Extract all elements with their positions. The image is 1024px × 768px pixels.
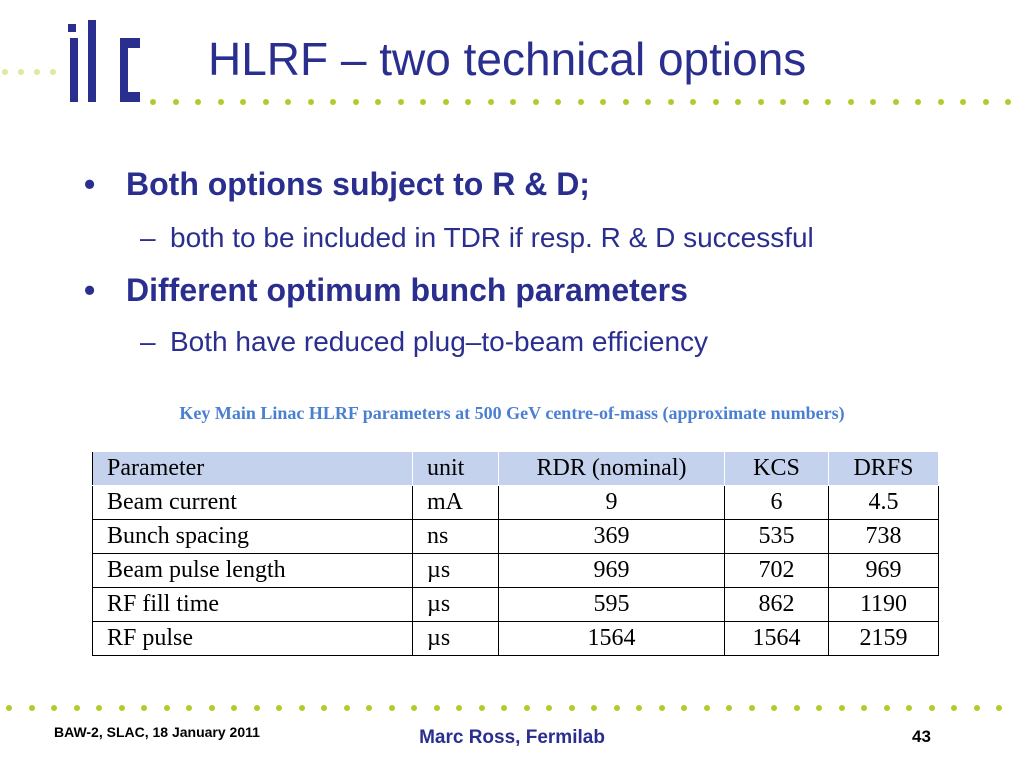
separator-dot xyxy=(74,705,80,711)
footer-author: Marc Ross, Fermilab xyxy=(419,727,605,748)
table-row xyxy=(93,622,939,656)
separator-dot xyxy=(240,99,246,105)
table-cell: 9 xyxy=(499,486,725,520)
table-cell: mA xyxy=(413,486,499,520)
separator-dot xyxy=(456,705,462,711)
footer-event: BAW-2, SLAC, 18 January 2011 xyxy=(54,724,260,740)
table-row xyxy=(93,486,939,520)
separator-dot xyxy=(704,705,710,711)
separator-dot xyxy=(411,705,417,711)
separator-dot xyxy=(218,99,224,105)
separator-dot xyxy=(231,705,237,711)
table-row xyxy=(93,554,939,588)
separator-dot xyxy=(6,705,12,711)
separator-dot xyxy=(848,99,854,105)
separator-dot xyxy=(434,705,440,711)
footer-dots xyxy=(0,704,1024,712)
ilc-logo-icon xyxy=(62,18,142,110)
separator-dot xyxy=(501,705,507,711)
header-cell: DRFS xyxy=(829,452,939,486)
table-row xyxy=(93,520,939,554)
table-cell: 738 xyxy=(829,520,939,554)
separator-dot xyxy=(1005,99,1011,105)
separator-dot xyxy=(186,705,192,711)
table-cell: µs xyxy=(413,554,499,588)
separator-dot xyxy=(173,99,179,105)
separator-dot xyxy=(974,705,980,711)
separator-dot xyxy=(906,705,912,711)
separator-dot xyxy=(839,705,845,711)
table-cell: 862 xyxy=(725,588,829,622)
table-header-row xyxy=(93,452,939,486)
separator-dot xyxy=(951,705,957,711)
separator-dot xyxy=(591,705,597,711)
header-dots-left xyxy=(0,68,60,76)
separator-dot xyxy=(668,99,674,105)
separator-dot xyxy=(344,705,350,711)
table-cell: RF pulse xyxy=(93,622,413,656)
separator-dot xyxy=(690,99,696,105)
separator-dot xyxy=(254,705,260,711)
table-cell: µs xyxy=(413,588,499,622)
separator-dot xyxy=(780,99,786,105)
separator-dot xyxy=(51,705,57,711)
separator-dot xyxy=(735,99,741,105)
separator-dot xyxy=(353,99,359,105)
separator-dot xyxy=(420,99,426,105)
separator-dot xyxy=(524,705,530,711)
separator-dot xyxy=(758,99,764,105)
separator-dot xyxy=(893,99,899,105)
sub-bullet-dash: – xyxy=(140,222,156,253)
separator-dot xyxy=(983,99,989,105)
separator-dot xyxy=(465,99,471,105)
separator-dot xyxy=(164,705,170,711)
table-cell: 1564 xyxy=(499,622,725,656)
separator-dot xyxy=(645,99,651,105)
table-cell: ns xyxy=(413,520,499,554)
separator-dot xyxy=(870,99,876,105)
separator-dot xyxy=(150,99,156,105)
separator-dot xyxy=(915,99,921,105)
separator-dot xyxy=(299,705,305,711)
separator-dot xyxy=(681,705,687,711)
table-cell: 4.5 xyxy=(829,486,939,520)
table-cell: RF fill time xyxy=(93,588,413,622)
page-number: 43 xyxy=(912,727,931,746)
separator-dot xyxy=(34,69,40,75)
table-row xyxy=(93,588,939,622)
separator-dot xyxy=(726,705,732,711)
sub-bullet-dash: – xyxy=(140,326,156,357)
separator-dot xyxy=(276,705,282,711)
separator-dot xyxy=(50,69,56,75)
separator-dot xyxy=(614,705,620,711)
separator-dot xyxy=(308,99,314,105)
table-cell: 969 xyxy=(499,554,725,588)
slide-title: HLRF – two technical options xyxy=(208,33,807,85)
separator-dot xyxy=(18,69,24,75)
table-cell: 369 xyxy=(499,520,725,554)
table-cell: 595 xyxy=(499,588,725,622)
separator-dot xyxy=(29,705,35,711)
separator-dot xyxy=(195,99,201,105)
separator-dot xyxy=(929,705,935,711)
bullet-dot: • xyxy=(84,272,96,308)
separator-dot xyxy=(263,99,269,105)
header-cell: KCS xyxy=(725,452,829,486)
separator-dot xyxy=(938,99,944,105)
separator-dot xyxy=(816,705,822,711)
separator-dot xyxy=(366,705,372,711)
separator-dot xyxy=(749,705,755,711)
separator-dot xyxy=(533,99,539,105)
separator-dot xyxy=(2,69,8,75)
separator-dot xyxy=(578,99,584,105)
table-cell: 702 xyxy=(725,554,829,588)
separator-dot xyxy=(546,705,552,711)
separator-dot xyxy=(659,705,665,711)
table-cell: µs xyxy=(413,622,499,656)
parameters-table xyxy=(92,451,939,656)
bullet-text: Both options subject to R & D; xyxy=(126,166,590,202)
separator-dot xyxy=(488,99,494,105)
separator-dot xyxy=(285,99,291,105)
separator-dot xyxy=(209,705,215,711)
bullet-text: Different optimum bunch parameters xyxy=(126,272,688,308)
separator-dot xyxy=(825,99,831,105)
separator-dot xyxy=(600,99,606,105)
separator-dot xyxy=(803,99,809,105)
separator-dot xyxy=(960,99,966,105)
separator-dot xyxy=(479,705,485,711)
table-cell: 969 xyxy=(829,554,939,588)
separator-dot xyxy=(141,705,147,711)
separator-dot xyxy=(398,99,404,105)
table-cell: 2159 xyxy=(829,622,939,656)
separator-dot xyxy=(375,99,381,105)
table-cell: 1190 xyxy=(829,588,939,622)
separator-dot xyxy=(119,705,125,711)
separator-dot xyxy=(321,705,327,711)
sub-bullet-text: Both have reduced plug–to-beam efficiency xyxy=(170,326,709,357)
separator-dot xyxy=(569,705,575,711)
separator-dot xyxy=(96,705,102,711)
table-cell: 535 xyxy=(725,520,829,554)
header-cell: Parameter xyxy=(93,452,413,486)
table-cell: Beam current xyxy=(93,486,413,520)
table-cell: 6 xyxy=(725,486,829,520)
table-cell: Beam pulse length xyxy=(93,554,413,588)
separator-dot xyxy=(510,99,516,105)
separator-dot xyxy=(884,705,890,711)
header-cell: unit xyxy=(413,452,499,486)
header-dots xyxy=(148,98,1024,106)
separator-dot xyxy=(623,99,629,105)
separator-dot xyxy=(861,705,867,711)
separator-dot xyxy=(636,705,642,711)
table-cell: 1564 xyxy=(725,622,829,656)
separator-dot xyxy=(996,705,1002,711)
separator-dot xyxy=(389,705,395,711)
table-caption: Key Main Linac HLRF parameters at 500 GeV centre-of-mass (approximate numbers) xyxy=(179,403,845,423)
separator-dot xyxy=(443,99,449,105)
separator-dot xyxy=(771,705,777,711)
sub-bullet-text: both to be included in TDR if resp. R & D successful xyxy=(170,222,814,253)
separator-dot xyxy=(330,99,336,105)
header-cell: RDR (nominal) xyxy=(499,452,725,486)
separator-dot xyxy=(713,99,719,105)
separator-dot xyxy=(794,705,800,711)
bullet-dot: • xyxy=(84,166,96,202)
table-cell: Bunch spacing xyxy=(93,520,413,554)
separator-dot xyxy=(555,99,561,105)
